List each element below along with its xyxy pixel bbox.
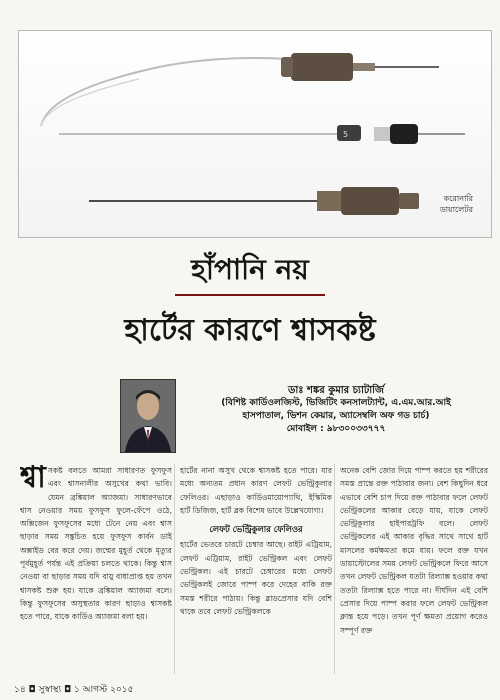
author-affiliation: হাসপাতাল, ভিশন কেয়ার, অ্যাসেম্বলি অফ গড চার্চ) — [242, 411, 430, 421]
page-footer: ১৪ ◘ সুস্বাস্থ্য ◘ ১ আগস্ট ২০১৫ — [14, 685, 134, 695]
article-column-2 — [180, 464, 332, 676]
needle-hub-bottom — [341, 187, 399, 215]
section-subhead: লেফট ভেন্ট্রিকুলার ফেলিওর — [209, 524, 303, 535]
catheter-equipment-photo — [18, 30, 492, 238]
author-mobile: মোবাইল : ৯৮৩০০৩৩৭৭৭ — [286, 424, 386, 434]
dilator-hub — [390, 124, 418, 144]
photo-caption — [409, 193, 473, 215]
dilator-tip — [337, 125, 361, 141]
column-divider — [174, 464, 175, 674]
author-name: ডাঃ শঙ্কর কুমার চ্যাটার্জি — [287, 385, 384, 396]
article-column-3 — [340, 464, 488, 676]
author-title: (বিশিষ্ট কার্ডিওলজিস্ট, ভিজিটিং কনসালট্যান্ট, এ.এম.আর.আই — [221, 398, 451, 408]
guidewire-loop — [41, 58, 289, 126]
caption-line-2: ডায়ালেটর — [439, 205, 473, 214]
column-divider — [334, 464, 335, 674]
author-info — [186, 384, 486, 436]
headline-line-1: হাঁপানি নয় — [191, 253, 309, 286]
column-2-text-2: হার্টের ভেতরে চারটে চেম্বার আছে। রাইট এট্রিয়াম, লেফট এট্রিয়াম, রাইট ভেন্ট্রিকল এবং লেফট ভেন্ট্রিকল। এই চারটে চেম্বারের মধ্যে লেফট ভেন্ট্রিকলই জোরে পাম্প করে দেহের বাকি রক্ত সমস্ত শরীরে পাঠায়। কিন্তু ব্লাডপ্রেসার যদি বেশি থাকে তবে লেফট ভেন্ট্রিকলকে — [180, 540, 332, 616]
headline-rule — [175, 294, 325, 296]
column-1-text: সকষ্ট বলতে আমরা সাধারণত ফুসফুস এবং শ্বাসনালীর অসুখের কথা ভাবি। যেমন ব্রঙ্কিয়াল অ্যাজমা। সাধারণভাবে শ্বাস নেওয়ার সময় ফুসফুস ফুলে-ফেঁপে ওঠে, অক্সিজেন ফুসফুসের মধ্যে টেনে নেয় এবং শ্বাস ছাড়ার সময় সঙ্কুচিত হয়ে ফুসফুস কার্বন ডাই অক্সাইড বের করে দেয়। জন্মের মুহূর্ত থেকে মৃত্যুর পূর্বমুহূর্ত পর্যন্ত এই প্রক্রিয়া চলতে থাকে। কিন্তু শ্বাস নেওয়া বা ছাড়ার সময় যদি বায়ু বাধাপ্রাপ্ত হয় তখন শ্বাসকষ্ট শুরু হয়। যাকে ব্রঙ্কিয়াল অ্যাজমা বলে। কিন্তু ফুসফুসের অসুস্থতার কারণ ছাড়াও শ্বাসকষ্ট হতে পারে, যাকে কার্ডিও অ্যাজমা বলা হয়। — [20, 466, 172, 622]
column-3-text: অনেক বেশি জোর দিয়ে পাম্প করতে হয় শরীরের সমস্ত প্রান্তে রক্ত পাঠাবার জন্য। বেশ কিছুদিন ধরে এভাবে বেশি চাপ দিয়ে রক্ত পাঠাবার ফলে লেফট ভেন্ট্রিকলের আকার বেড়ে যায়, যাকে লেফট ভেন্ট্রিকুলার হাইপারট্রফি বলে। লেফট ভেন্ট্রিকলের এই আকার বৃদ্ধির সাথে সাথে হার্ট মাসলের কর্মক্ষমতা কমে যায়। ফলে রক্ত যখন ডায়াস্টোলের সময় লেফট ভেন্ট্রিকলে ফিরে আসে তখন লেফট ভেন্ট্রিকল যতটা রিল্যাক্স হওয়ার কথা ততটা রিল্যাক্স হতে পারে না। দীর্ঘদিন এই বেশি প্রেসার দিয়ে পাম্প করার ফলে লেফট ভেন্ট্রিকল ক্লান্ত হয়ে পড়ে। তখন পূর্ণ ক্ষমতা প্রয়োগ করেও সম্পূর্ণ রক্ত — [340, 466, 488, 635]
headline-line-2: হার্টের কারণে শ্বাসকষ্ট — [124, 313, 376, 348]
drop-cap: শ্বা — [20, 464, 46, 495]
article-column-1 — [20, 464, 172, 676]
column-2-text: হার্টের নানা অসুখ থেকে শ্বাসকষ্ট হতে পারে। যার মধ্যে অন্যতম প্রধান কারণ লেফট ভেন্ট্রিকুলার ফেলিওর। এছাড়াও কার্ডিওমায়োপ্যাথি, ইস্কিমিক হার্ট ডিজিজ, হার্ট ব্লক বিশেষ ভাবে উল্লেখযোগ্য। — [180, 466, 332, 515]
svg-text:5: 5 — [343, 130, 349, 139]
caption-line-1: করোনারি — [443, 194, 473, 203]
author-photo — [120, 379, 176, 453]
needle-hub-top — [291, 53, 353, 81]
author-portrait — [121, 380, 175, 452]
